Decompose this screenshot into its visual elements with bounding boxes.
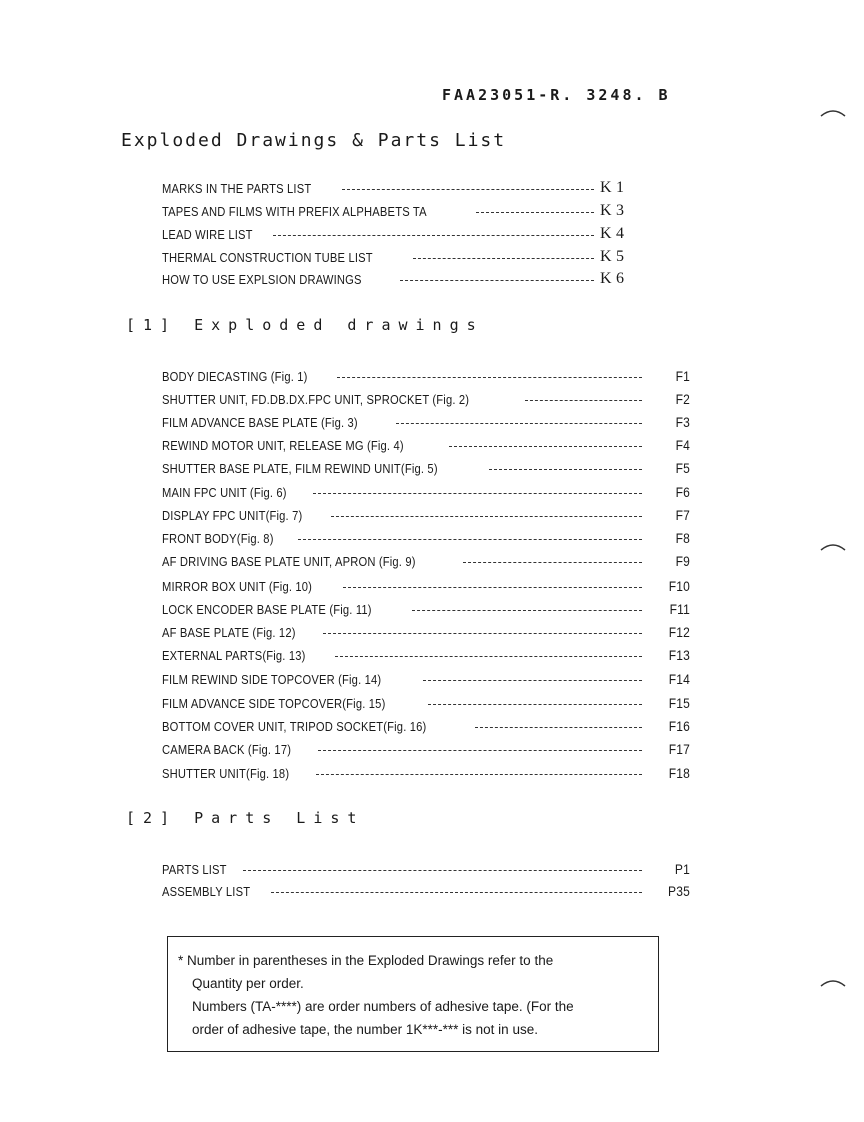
margin-mark: [820, 108, 846, 118]
list-item: [162, 668, 690, 690]
item-label: SHUTTER BASE PLATE, FILM REWIND UNIT(Fig. 5): [162, 460, 438, 476]
list-item: [162, 527, 690, 549]
item-page: F13: [668, 647, 690, 663]
leader-line: [400, 280, 594, 281]
margin-mark: [820, 542, 846, 552]
item-label: EXTERNAL PARTS(Fig. 13): [162, 647, 306, 663]
leader-line: [331, 516, 642, 517]
item-page: F18: [668, 765, 690, 781]
item-page: F9: [675, 553, 690, 569]
list-item: [162, 715, 690, 737]
leader-line: [342, 189, 594, 190]
leader-line: [318, 750, 642, 751]
leader-line: [337, 377, 642, 378]
item-label: FILM ADVANCE SIDE TOPCOVER(Fig. 15): [162, 695, 386, 711]
margin-mark: [820, 978, 846, 988]
list-item: [162, 738, 690, 760]
item-page: F1: [675, 368, 690, 384]
list-item: [162, 200, 640, 222]
leader-line: [412, 610, 642, 611]
leader-line: [525, 400, 642, 401]
item-label: LEAD WIRE LIST: [162, 226, 253, 242]
leader-line: [396, 423, 642, 424]
list-item: [162, 644, 690, 666]
item-label: CAMERA BACK (Fig. 17): [162, 741, 292, 757]
list-item: [162, 550, 690, 572]
item-page: F4: [675, 437, 690, 453]
item-page: F2: [675, 391, 690, 407]
leader-line: [489, 469, 642, 470]
item-page: F7: [675, 507, 690, 523]
list-item: [162, 268, 640, 290]
list-item: [162, 481, 690, 503]
item-page: P35: [668, 883, 690, 899]
item-page: F6: [675, 484, 690, 500]
item-label: SHUTTER UNIT, FD.DB.DX.FPC UNIT, SPROCKET (Fig. 2): [162, 391, 470, 407]
item-page: F14: [668, 671, 690, 687]
leader-line: [423, 680, 642, 681]
item-page: F16: [668, 718, 690, 734]
item-label: AF DRIVING BASE PLATE UNIT, APRON (Fig. 9): [162, 553, 416, 569]
note-line: * Number in parentheses in the Exploded Drawings refer to the: [178, 953, 554, 968]
list-item: [162, 365, 690, 387]
item-page: F10: [668, 578, 690, 594]
page-title: Exploded Drawings & Parts List: [121, 130, 507, 151]
section-title: Exploded drawings: [194, 316, 484, 334]
item-label: DISPLAY FPC UNIT(Fig. 7): [162, 507, 303, 523]
item-page: F11: [669, 601, 690, 617]
note-line: Numbers (TA-****) are order numbers of adhesive tape. (For the: [192, 999, 574, 1014]
leader-line: [273, 235, 594, 236]
item-label: LOCK ENCODER BASE PLATE (Fig. 11): [162, 601, 372, 617]
section-number: [1]: [126, 316, 178, 334]
item-page: F17: [668, 741, 690, 757]
item-page: F15: [668, 695, 690, 711]
item-label: THERMAL CONSTRUCTION TUBE LIST: [162, 249, 373, 265]
item-label: MIRROR BOX UNIT (Fig. 10): [162, 578, 313, 594]
list-item: [162, 457, 690, 479]
item-page: F12: [668, 624, 690, 640]
list-item: [162, 388, 690, 410]
document-id: FAA23051-R. 3248. B: [442, 86, 671, 104]
item-page: K 1: [600, 179, 625, 196]
item-label: FRONT BODY(Fig. 8): [162, 530, 274, 546]
section-number: [2]: [126, 809, 178, 827]
leader-line: [335, 656, 642, 657]
item-page: P1: [674, 861, 690, 877]
item-label: REWIND MOTOR UNIT, RELEASE MG (Fig. 4): [162, 437, 404, 453]
note-line: order of adhesive tape, the number 1K***-*** is not in use.: [192, 1022, 538, 1037]
leader-line: [298, 539, 642, 540]
item-page: F5: [675, 460, 690, 476]
list-item: [162, 504, 690, 526]
leader-line: [475, 727, 642, 728]
item-label: MARKS IN THE PARTS LIST: [162, 180, 312, 196]
item-page: F8: [675, 530, 690, 546]
list-item: [162, 762, 690, 784]
item-label: BOTTOM COVER UNIT, TRIPOD SOCKET(Fig. 16): [162, 718, 427, 734]
item-label: HOW TO USE EXPLSION DRAWINGS: [162, 271, 362, 287]
item-page: K 3: [600, 202, 625, 219]
note-box: [167, 936, 659, 1052]
item-label: SHUTTER UNIT(Fig. 18): [162, 765, 290, 781]
list-item: [162, 223, 640, 245]
item-page: F3: [675, 414, 690, 430]
leader-line: [271, 892, 642, 893]
item-label: MAIN FPC UNIT (Fig. 6): [162, 484, 287, 500]
leader-line: [343, 587, 642, 588]
list-item: [162, 246, 640, 268]
item-label: FILM ADVANCE BASE PLATE (Fig. 3): [162, 414, 358, 430]
item-label: PARTS LIST: [162, 861, 227, 877]
section-heading-exploded: [126, 316, 484, 334]
section-heading-parts: [126, 809, 364, 827]
list-item: [162, 575, 690, 597]
leader-line: [463, 562, 642, 563]
list-item: [162, 880, 690, 902]
item-page: K 4: [600, 225, 625, 242]
note-line: Quantity per order.: [192, 976, 304, 991]
item-page: K 5: [600, 248, 625, 265]
item-label: FILM REWIND SIDE TOPCOVER (Fig. 14): [162, 671, 382, 687]
item-label: ASSEMBLY LIST: [162, 883, 251, 899]
leader-line: [428, 704, 642, 705]
item-label: AF BASE PLATE (Fig. 12): [162, 624, 296, 640]
leader-line: [323, 633, 642, 634]
item-label: BODY DIECASTING (Fig. 1): [162, 368, 308, 384]
leader-line: [476, 212, 594, 213]
leader-line: [449, 446, 642, 447]
list-item: [162, 621, 690, 643]
list-item: [162, 411, 690, 433]
list-item: [162, 598, 690, 620]
leader-line: [316, 774, 642, 775]
list-item: [162, 692, 690, 714]
list-item: [162, 434, 690, 456]
leader-line: [243, 870, 642, 871]
section-title: Parts List: [194, 809, 365, 827]
leader-line: [413, 258, 594, 259]
list-item: [162, 177, 640, 199]
leader-line: [313, 493, 642, 494]
item-page: K 6: [600, 270, 625, 287]
item-label: TAPES AND FILMS WITH PREFIX ALPHABETS TA: [162, 203, 427, 219]
list-item: [162, 858, 690, 880]
